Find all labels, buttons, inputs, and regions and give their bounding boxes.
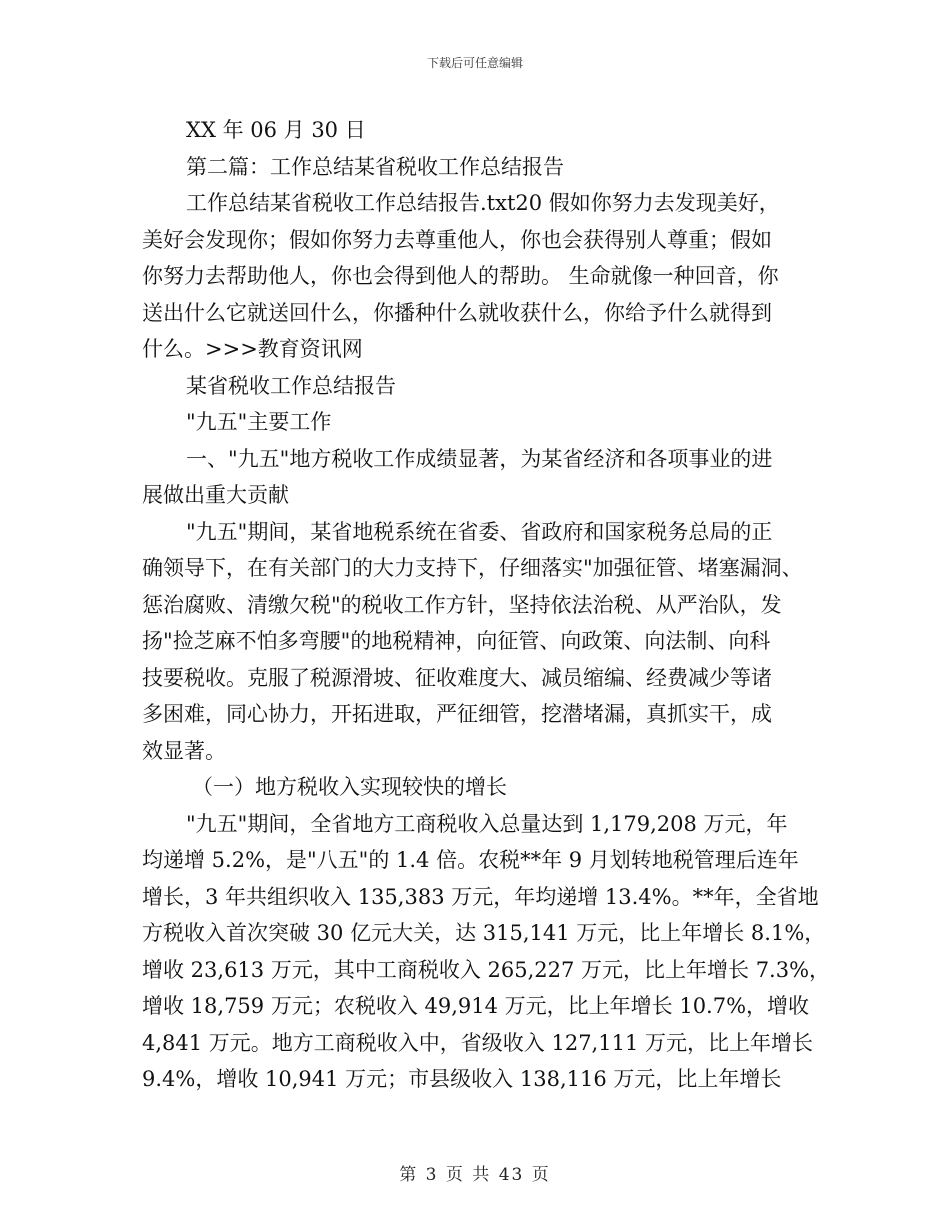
text-line: 展做出重大贡献	[142, 483, 289, 507]
text-line: 美好会发现你；假如你努力去尊重他人，你也会获得别人尊重；假如	[142, 227, 772, 252]
text-line: 增收 23,613 万元，其中工商税收入 265,227 万元，比上年增长 7.3%，	[142, 957, 831, 982]
text-line: 你努力去帮助他人，你也会得到他人的帮助。 生命就像一种回音，你	[142, 264, 779, 288]
text-line: 均递增 5.2%，是"八五"的 1.4 倍。农税**年 9 月划转地税管理后连年	[142, 848, 799, 872]
text-line: 增收 18,759 万元；农税收入 49,914 万元，比上年增长 10.7%，增收	[142, 994, 810, 1018]
text-line: "九五"期间，全省地方工商税收入总量达到 1,179,208 万元，年	[186, 811, 788, 836]
text-line: XX 年 06 月 30 日	[186, 118, 366, 142]
text-line: 一、"九五"地方税收工作成绩显著，为某省经济和各项事业的进	[186, 446, 773, 471]
document-body	[142, 112, 831, 1098]
report-title: 某省税收工作总结报告	[186, 373, 396, 398]
subsection-heading: （一）地方税收入实现较快的增长	[192, 775, 507, 799]
text-line: 送出什么它就送回什么，你播种什么就收获什么，你给予什么就得到	[142, 300, 772, 325]
text-line: 技要税收。克服了税源滑坡、征收难度大、减员缩编、经费减少等诸	[142, 665, 772, 690]
text-line: 4,841 万元。地方工商税收入中，省级收入 127,111 万元，比上年增长	[142, 1030, 813, 1055]
section-title: 第二篇：工作总结某省税收工作总结报告	[186, 154, 564, 179]
text-line: "九五"期间，某省地税系统在省委、省政府和国家税务总局的正	[186, 519, 773, 544]
subsection-heading: "九五"主要工作	[186, 410, 332, 434]
text-line: 工作总结某省税收工作总结报告.txt20 假如你努力去发现美好，	[186, 191, 780, 215]
text-line: 扬"捡芝麻不怕多弯腰"的地税精神，向征管、向政策、向法制、向科	[142, 629, 771, 653]
text-line: 方税收入首次突破 30 亿元大关，达 315,141 万元，比上年增长 8.1%，	[142, 921, 826, 945]
page-footer: 第 3 页 共 43 页	[399, 1165, 551, 1185]
text-line: 9.4%，增收 10,941 万元；市县级收入 138,116 万元，比上年增长	[142, 1067, 782, 1091]
text-line: 惩治腐败、清缴欠税"的税收工作方针，坚持依法治税、从严治队，发	[142, 592, 782, 617]
text-line: 效显著。	[142, 738, 226, 763]
text-line: 多困难，同心协力，开拓进取，严征细管，挖潜堵漏，真抓实干，成	[142, 702, 772, 726]
text-line: 什么。>>>教育资讯网	[142, 337, 363, 361]
page-header: 下载后可任意编辑	[426, 56, 523, 70]
text-line: 确领导下，在有关部门的大力支持下，仔细落实"加强征管、堵塞漏洞、	[142, 556, 803, 580]
text-line: 增长，3 年共组织收入 135,383 万元，年均递增 13.4%。**年，全省地	[142, 884, 819, 909]
